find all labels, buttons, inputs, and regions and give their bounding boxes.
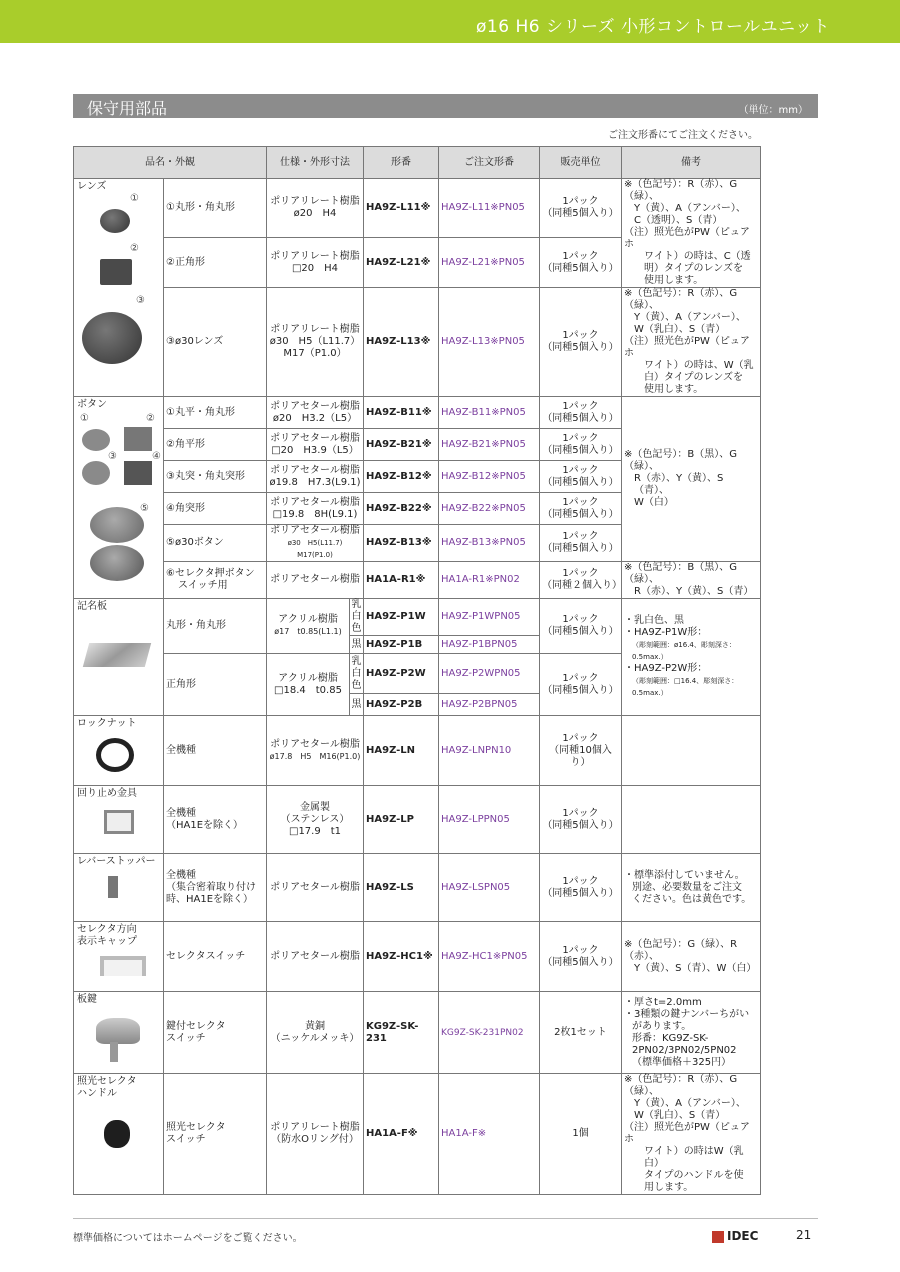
lever-remark: ・標準添付していません。 別途、必要数量をご注文 ください。色は黄色です。	[622, 854, 761, 922]
button-order-code: HA9Z-B21※PN05	[439, 429, 540, 461]
table-header-row	[74, 147, 761, 179]
lever-image-cell	[74, 854, 164, 922]
button-name: ①丸平・角丸形	[164, 397, 267, 429]
handle-name: 照光セレクタ スイッチ	[164, 1074, 267, 1195]
lever-spec: ポリアセタール樹脂	[267, 854, 364, 922]
key-image	[96, 1018, 140, 1044]
lens-order-code: HA9Z-L13※PN05	[439, 288, 540, 397]
button-unit: 1パック （同種5個入り）	[540, 493, 622, 525]
name-plate-image	[83, 643, 151, 667]
key-spec: 黄銅 （ニッケルメッキ）	[267, 992, 364, 1074]
locknut-unit: 1パック （同種10個入り）	[540, 716, 622, 786]
selcap-unit: 1パック （同種5個入り）	[540, 922, 622, 992]
button-image-cell	[74, 397, 164, 599]
lens-spec: ポリアリレート樹脂 □20 H4	[267, 238, 364, 288]
lens-name: ①丸形・角丸形	[164, 179, 267, 238]
category-label: 表示キャップ	[77, 936, 137, 947]
col-header-remarks: 備考	[622, 147, 761, 179]
item-number: ⑤	[140, 503, 149, 514]
plate-order-code: HA9Z-P2WPN05	[439, 654, 540, 694]
col-header-code: 形番	[364, 147, 439, 179]
footer-note: 標準価格についてはホームページをご覧ください。	[73, 1233, 303, 1244]
button-remark-2: ※（色記号）：B（黒）、G（緑）、 R（赤）、Y（黄）、S（青）	[622, 562, 761, 599]
lever-stopper-image	[108, 876, 118, 898]
table-row	[74, 716, 761, 786]
item-number: ②	[146, 413, 155, 424]
handle-code: HA1A-F※	[364, 1074, 439, 1195]
locknut-spec: ポリアセタール樹脂 ø17.8 H5 M16(P1.0)	[267, 716, 364, 786]
key-code: KG9Z-SK-231	[364, 992, 439, 1074]
button-spec: ポリアセタール樹脂 ø19.8 H7.3(L9.1)	[267, 461, 364, 493]
order-note: ご注文形番にてご注文ください。	[608, 130, 758, 141]
table-row	[74, 786, 761, 854]
table-row	[74, 854, 761, 922]
lens-order-code: HA9Z-L11※PN05	[439, 179, 540, 238]
brand-logo: IDEC	[712, 1229, 758, 1243]
category-label: ハンドル	[77, 1088, 117, 1099]
plate-remark: ・乳白色、黒 ・HA9Z-P1W形： （彫刻範囲：ø16.4、彫刻深さ：0.5max.） ・HA9Z-P2W形： （彫刻範囲：□16.4、彫刻深さ：0.5max.）	[622, 599, 761, 716]
antirot-unit: 1パック （同種5個入り）	[540, 786, 622, 854]
locknut-image-cell	[74, 716, 164, 786]
category-label: 板鍵	[77, 994, 97, 1005]
lens-30-image	[82, 312, 142, 364]
button-order-code: HA1A-R1※PN02	[439, 562, 540, 599]
selcap-name: セレクタスイッチ	[164, 922, 267, 992]
key-name: 鍵付セレクタ スイッチ	[164, 992, 267, 1074]
button-round-raised-image	[82, 461, 110, 485]
button-name: ⑤ø30ボタン	[164, 525, 267, 562]
item-number: ③	[108, 451, 117, 462]
button-order-code: HA9Z-B12※PN05	[439, 461, 540, 493]
lever-code: HA9Z-LS	[364, 854, 439, 922]
plate-image-cell	[74, 599, 164, 716]
plate-code: HA9Z-P2B	[364, 694, 439, 716]
button-square-image	[124, 427, 152, 451]
handle-image-cell	[74, 1074, 164, 1195]
handle-order-code: HA1A-F※	[439, 1074, 540, 1195]
button-spec: ポリアセタール樹脂 ø20 H3.2（L5）	[267, 397, 364, 429]
brand-mark-icon	[712, 1231, 724, 1243]
plate-order-code: HA9Z-P1WPN05	[439, 599, 540, 636]
parts-table	[73, 146, 761, 1195]
selcap-remark: ※（色記号）：G（緑）、R（赤）、 Y（黄）、S（青）、W（白）	[622, 922, 761, 992]
category-label: 記名板	[77, 601, 107, 612]
antirot-spec: 金属製 （ステンレス） □17.9 t1	[267, 786, 364, 854]
plate-name: 正角形	[164, 654, 267, 716]
table-row	[74, 562, 761, 599]
plate-color: 黒	[350, 636, 364, 654]
header-bar	[0, 0, 900, 43]
key-unit: 2枚1セット	[540, 992, 622, 1074]
lens-spec: ポリアリレート樹脂 ø20 H4	[267, 179, 364, 238]
lever-name: 全機種 （集合密着取り付け 時、HA1Eを除く）	[164, 854, 267, 922]
antirot-remark	[622, 786, 761, 854]
selcap-spec: ポリアセタール樹脂	[267, 922, 364, 992]
lens-image-cell	[74, 179, 164, 397]
button-code: HA9Z-B22※	[364, 493, 439, 525]
button-square-raised-image	[124, 461, 152, 485]
button-code: HA9Z-B13※	[364, 525, 439, 562]
button-name: ⑥セレクタ押ボタン スイッチ用	[164, 562, 267, 599]
handle-image	[104, 1120, 130, 1148]
plate-name: 丸形・角丸形	[164, 599, 267, 654]
col-header-name: 品名・外観	[74, 147, 267, 179]
category-label: ボタン	[77, 399, 107, 410]
item-number: ②	[130, 243, 139, 254]
button-order-code: HA9Z-B13※PN05	[439, 525, 540, 562]
lens-unit: 1パック （同種5個入り）	[540, 288, 622, 397]
button-spec: ポリアセタール樹脂 □19.8 8H(L9.1)	[267, 493, 364, 525]
handle-remark: ※（色記号）：R（赤）、G（緑）、 Y（黄）、A（アンバー）、 W（乳白）、S（青） （注）照光色がPW（ピュアホ ワイト）の時はW（乳白） タイプのハンドルを使 用します。	[622, 1074, 761, 1195]
button-unit: 1パック （同種5個入り）	[540, 429, 622, 461]
plate-code: HA9Z-P1B	[364, 636, 439, 654]
category-label: セレクタ方向	[77, 924, 137, 935]
button-unit: 1パック （同種5個入り）	[540, 525, 622, 562]
button-name: ④角突形	[164, 493, 267, 525]
item-number: ④	[152, 451, 161, 462]
lens-square-image	[100, 259, 132, 285]
section-title: 保守用部品	[87, 99, 168, 118]
lens-code: HA9Z-L21※	[364, 238, 439, 288]
lens-order-code: HA9Z-L21※PN05	[439, 238, 540, 288]
table-row	[74, 1074, 761, 1195]
button-order-code: HA9Z-B11※PN05	[439, 397, 540, 429]
locknut-order-code: HA9Z-LNPN10	[439, 716, 540, 786]
plate-spec: アクリル樹脂 □18.4 t0.85	[267, 654, 350, 716]
plate-color: 黒	[350, 694, 364, 716]
table-row	[74, 179, 761, 238]
button-spec: ポリアセタール樹脂 □20 H3.9（L5）	[267, 429, 364, 461]
plate-code: HA9Z-P2W	[364, 654, 439, 694]
key-image-cell	[74, 992, 164, 1074]
button-spec: ポリアセタール樹脂 ø30 H5(L11.7) M17(P1.0)	[267, 525, 364, 562]
button-code: HA9Z-B21※	[364, 429, 439, 461]
item-number: ③	[136, 295, 145, 306]
plate-unit: 1パック （同種5個入り）	[540, 599, 622, 654]
unit-note: （単位：mm）	[738, 105, 808, 116]
table-row	[74, 599, 761, 636]
lever-unit: 1パック （同種5個入り）	[540, 854, 622, 922]
plate-order-code: HA9Z-P2BPN05	[439, 694, 540, 716]
key-remark: ・厚さt=2.0mm ・3種類の鍵ナンバーちがい があります。 形番：KG9Z-SK- 2PN02/3PN02/5PN02 （標準価格＋325円）	[622, 992, 761, 1074]
antirot-code: HA9Z-LP	[364, 786, 439, 854]
locknut-image	[96, 738, 134, 772]
lens-unit: 1パック （同種5個入り）	[540, 179, 622, 238]
page-number: 21	[796, 1228, 812, 1242]
table-row	[74, 992, 761, 1074]
lens-code: HA9Z-L13※	[364, 288, 439, 397]
table-row	[74, 922, 761, 992]
button-round-image	[82, 429, 110, 451]
plate-color: 乳白色	[351, 599, 362, 634]
lens-name: ②正角形	[164, 238, 267, 288]
item-number: ①	[80, 413, 89, 424]
handle-unit: 1個	[540, 1074, 622, 1195]
button-code: HA9Z-B11※	[364, 397, 439, 429]
plate-code: HA9Z-P1W	[364, 599, 439, 636]
page-header-title: ø16 H6 シリーズ 小形コントロールユニット	[476, 17, 830, 37]
plate-spec: アクリル樹脂 ø17 t0.85(L1.1)	[267, 599, 350, 654]
button-unit: 1パック （同種5個入り）	[540, 461, 622, 493]
lens-code: HA9Z-L11※	[364, 179, 439, 238]
footer-divider	[73, 1218, 818, 1219]
category-label: 回り止め金具	[77, 788, 137, 799]
item-number: ①	[130, 193, 139, 204]
plate-unit: 1パック （同種5個入り）	[540, 654, 622, 716]
col-header-spec: 仕様・外形寸法	[267, 147, 364, 179]
selector-cap-image	[100, 956, 146, 976]
button-name: ②角平形	[164, 429, 267, 461]
button-remark-1: ※（色記号）：B（黒）、G（緑）、 R（赤）、Y（黄）、S（青）、 W（白）	[622, 397, 761, 562]
handle-spec: ポリアリレート樹脂 （防水Oリング付）	[267, 1074, 364, 1195]
table-row	[74, 397, 761, 429]
lens-unit: 1パック （同種5個入り）	[540, 238, 622, 288]
category-label: レンズ	[77, 181, 107, 192]
lens-round-image	[100, 209, 130, 233]
locknut-remark	[622, 716, 761, 786]
button-30-image	[90, 507, 144, 543]
button-code: HA9Z-B12※	[364, 461, 439, 493]
selcap-image-cell	[74, 922, 164, 992]
button-name: ③丸突・角丸突形	[164, 461, 267, 493]
selcap-code: HA9Z-HC1※	[364, 922, 439, 992]
locknut-name: 全機種	[164, 716, 267, 786]
key-order-code: KG9Z-SK-231PN02	[439, 992, 540, 1074]
selcap-order-code: HA9Z-HC1※PN05	[439, 922, 540, 992]
selector-button-image	[90, 545, 144, 581]
col-header-order: ご注文形番	[439, 147, 540, 179]
locknut-code: HA9Z-LN	[364, 716, 439, 786]
col-header-unit: 販売単位	[540, 147, 622, 179]
button-unit: 1パック （同種5個入り）	[540, 397, 622, 429]
section-bar	[73, 94, 818, 118]
lens-remark-2: ※（色記号）：R（赤）、G（緑）、 Y（黄）、A（アンバー）、 W（乳白）、S（青） （注）照光色がPW（ピュアホ ワイト）の時は、W（乳 白）タイプのレンズを 使用します。	[622, 288, 761, 397]
lens-remark-1: ※（色記号）：R（赤）、G（緑）、 Y（黄）、A（アンバー）、 C（透明）、S（青） （注）照光色がPW（ピュアホ ワイト）の時は、C（透 明）タイプのレンズを 使用します。	[622, 179, 761, 288]
button-order-code: HA9Z-B22※PN05	[439, 493, 540, 525]
category-label: 照光セレクタ	[77, 1076, 137, 1087]
plate-color: 乳白色	[350, 654, 364, 694]
table-row	[74, 288, 761, 397]
button-unit: 1パック （同種２個入り）	[540, 562, 622, 599]
category-label: ロックナット	[77, 718, 137, 729]
lever-order-code: HA9Z-LSPN05	[439, 854, 540, 922]
antirot-ring-image	[104, 810, 134, 834]
lens-spec: ポリアリレート樹脂 ø30 H5（L11.7） M17（P1.0）	[267, 288, 364, 397]
antirot-image-cell	[74, 786, 164, 854]
antirot-order-code: HA9Z-LPPN05	[439, 786, 540, 854]
button-code: HA1A-R1※	[364, 562, 439, 599]
category-label: レバーストッパー	[77, 856, 156, 867]
plate-order-code: HA9Z-P1BPN05	[439, 636, 540, 654]
lens-name: ③ø30レンズ	[164, 288, 267, 397]
key-blade-image	[110, 1042, 118, 1062]
antirot-name: 全機種 （HA1Eを除く）	[164, 786, 267, 854]
button-spec: ポリアセタール樹脂	[267, 562, 364, 599]
